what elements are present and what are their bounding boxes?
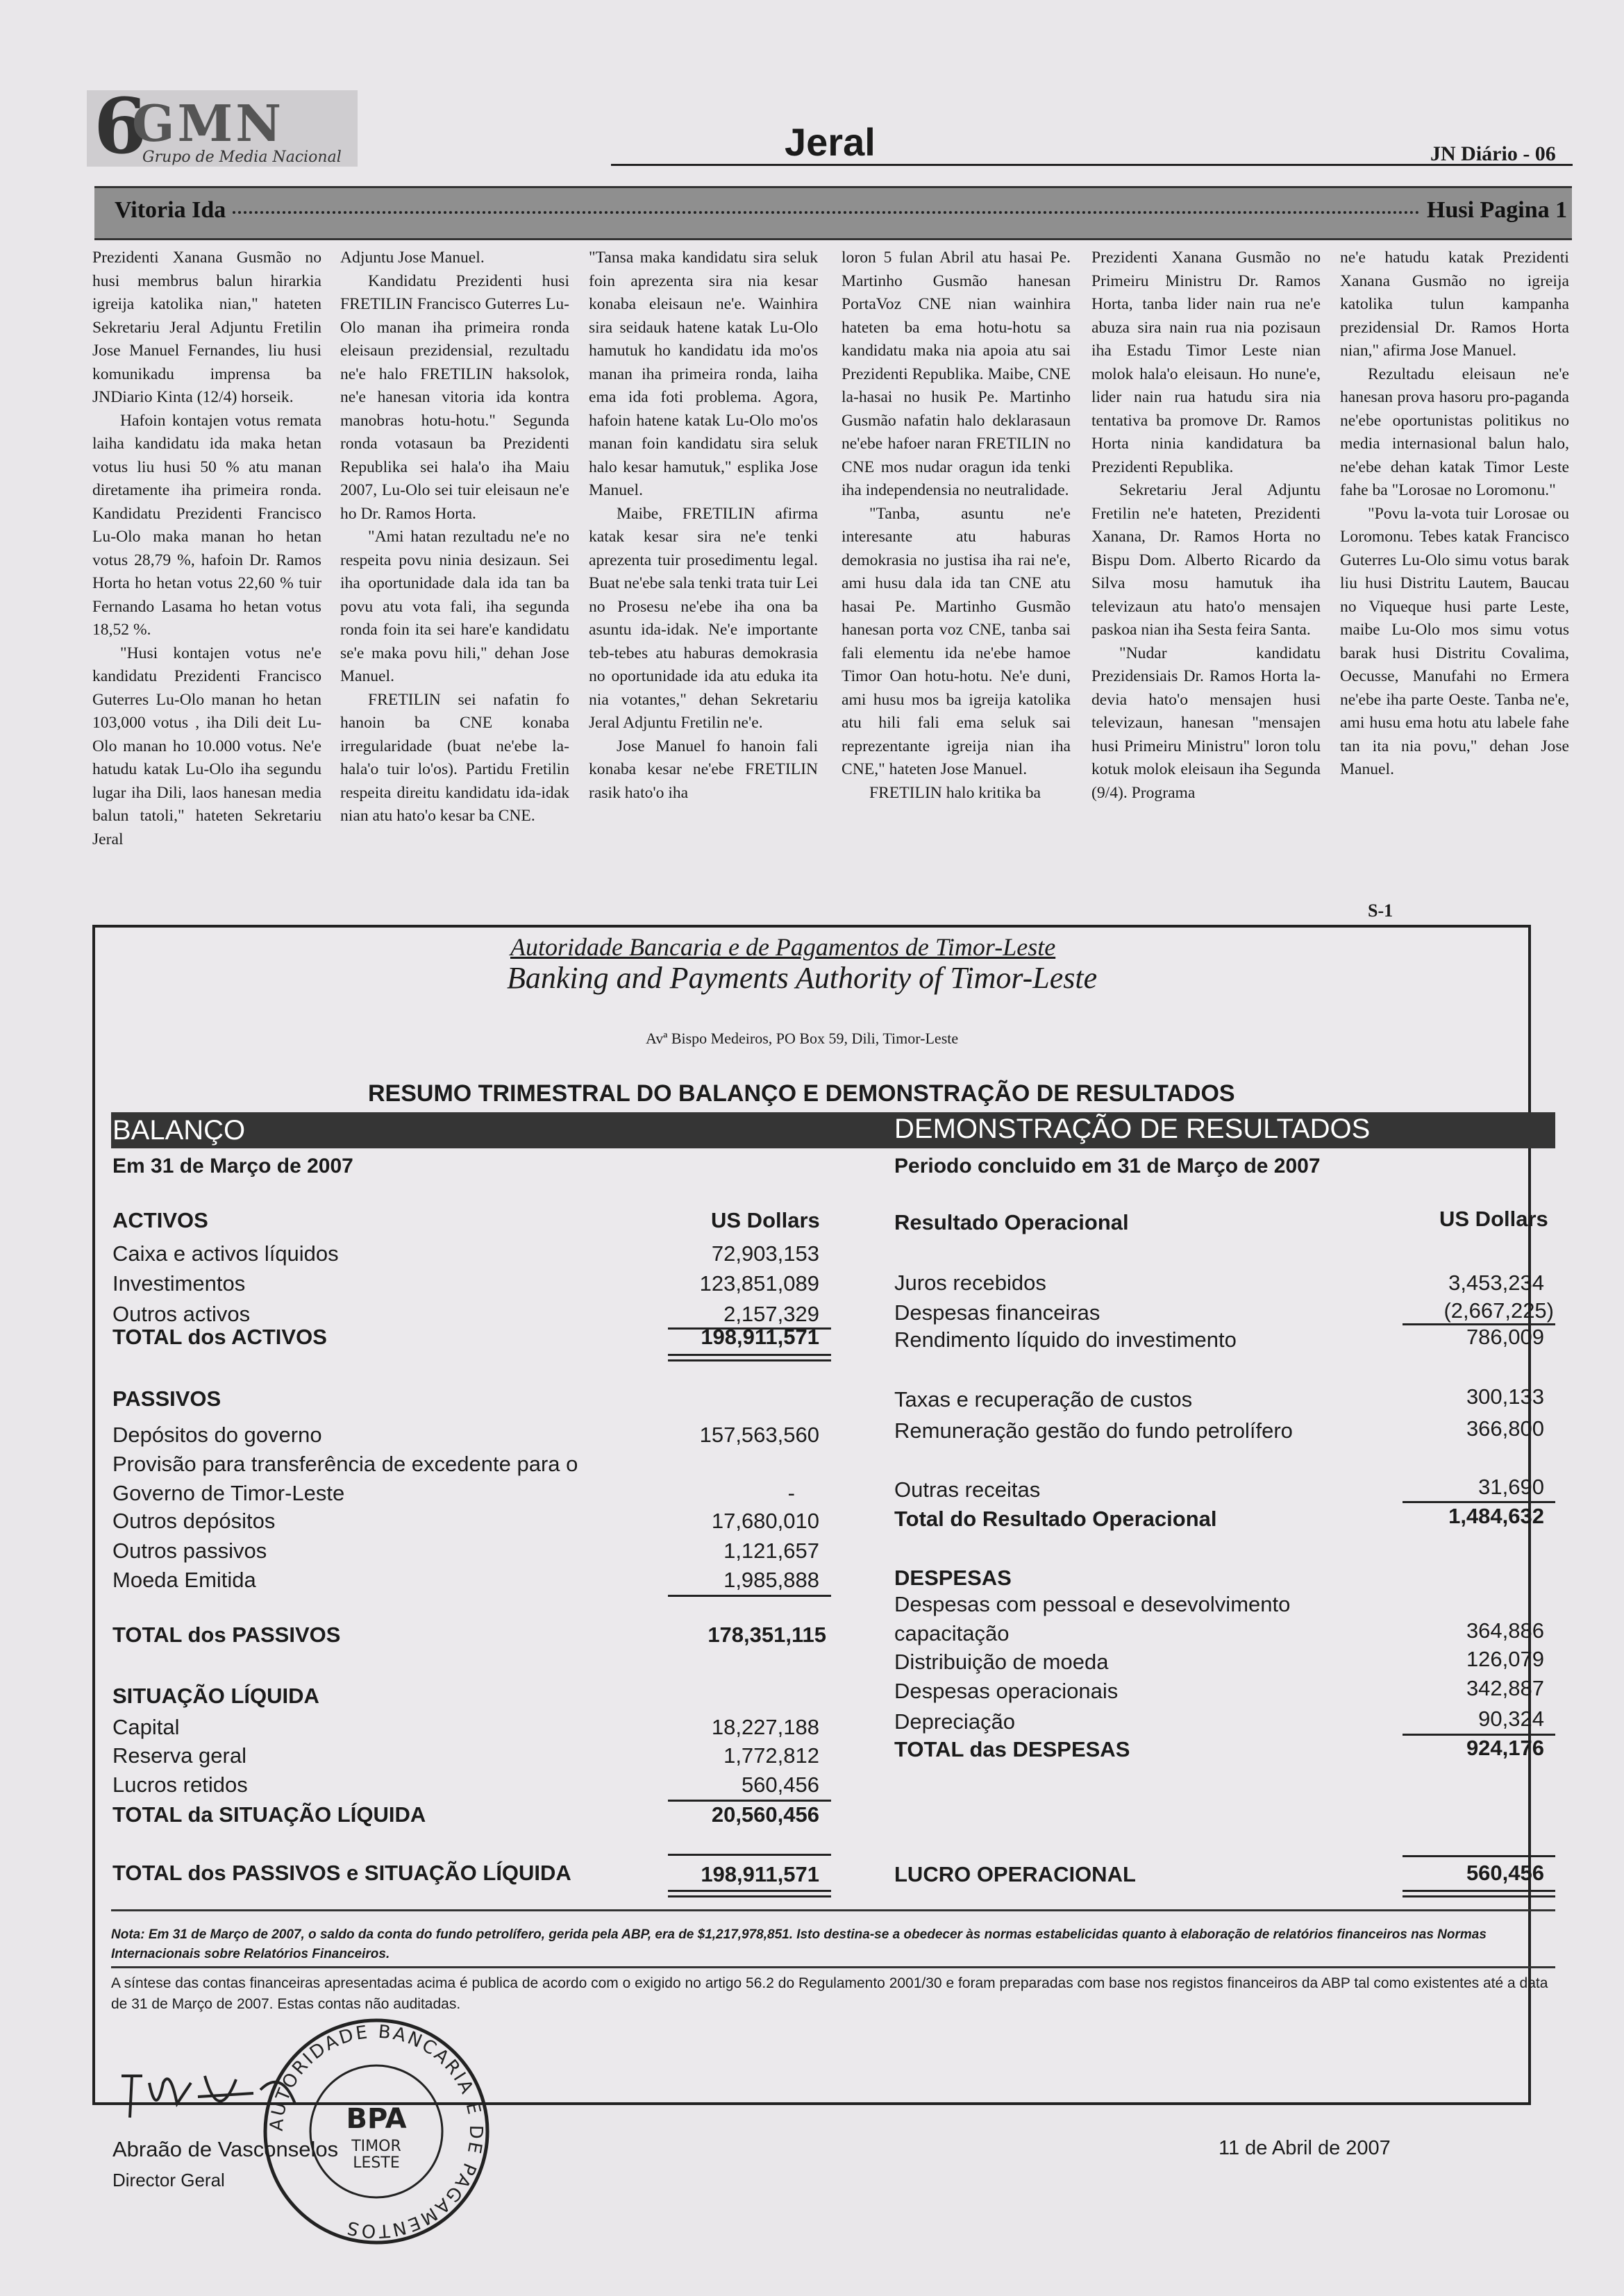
signer-name: Abraão de Vasconselos bbox=[112, 2137, 339, 2161]
outros-depositos-label: Outros depósitos bbox=[112, 1509, 276, 1533]
total-passivos-situacao-label: TOTAL dos PASSIVOS e SITUAÇÃO LÍQUIDA bbox=[112, 1861, 571, 1885]
article-paragraph: "Husi kontajen votus ne'e kandidatu Prezidenti Francisco Guterres Lu-Olo manan ho hetan 103,000 votus , iha Dili deit Lu-Olo manan ho 10.000 votus. Ne'e hatudu katak Lu-Olo iha segundu lugar iha Dili, laos hanesan media balun tatoli," hateten Sekretariu Jeral bbox=[92, 644, 321, 848]
taxas-label: Taxas e recuperação de custos bbox=[894, 1387, 1193, 1411]
article-column-5 bbox=[1091, 246, 1321, 805]
pessoal-label-1: Despesas com pessoal e desevolvimento bbox=[894, 1592, 1291, 1616]
provisao-label-1: Provisão para transferência de excedente para o bbox=[112, 1452, 578, 1476]
lucro-label: LUCRO OPERACIONAL bbox=[894, 1862, 1136, 1886]
article-paragraph: "Nudar kandidatu Prezidensiais Dr. Ramos Horta la-devia hato'o mensajen husi televizaun, hanesan "mensajen husi Primeiru Ministru" loron tolu kotuk molok eleisaun iha Segunda (9/4). Programa bbox=[1091, 644, 1321, 802]
svg-text:LESTE: LESTE bbox=[353, 2154, 400, 2172]
outros-passivos-value: 1,121,657 bbox=[723, 1539, 819, 1563]
svg-text:GMN: GMN bbox=[132, 94, 284, 153]
article-column-3 bbox=[589, 246, 818, 805]
rule bbox=[668, 1854, 831, 1856]
article-paragraph: Prezidenti Xanana Gusmão no Primeiru Ministru Dr. Ramos Horta, tanba lider nain rua ne'e abuza sira nain rua nia pozisaun iha Estadu Timor Leste nian molok hala'o eleisaun. Ho nune'e, lider nain rua hatudu sira nia tentativa ba promove Dr. Ramos Horta ninia kandidatura ba Prezidenti Republika. bbox=[1091, 249, 1321, 476]
reserva-value: 1,772,812 bbox=[723, 1743, 819, 1768]
total-resultado-label: Total do Resultado Operacional bbox=[894, 1507, 1217, 1531]
despesas-financeiras-value: (2,667,225) bbox=[1443, 1298, 1554, 1323]
outros-passivos-label: Outros passivos bbox=[112, 1539, 267, 1563]
note-top-rule bbox=[111, 1909, 1555, 1911]
despesas-financeiras-label: Despesas financeiras bbox=[894, 1300, 1100, 1325]
investimentos-label: Investimentos bbox=[112, 1271, 246, 1296]
rule bbox=[668, 1359, 831, 1361]
total-passivos-label: TOTAL dos PASSIVOS bbox=[112, 1623, 341, 1647]
pessoal-value: 364,886 bbox=[1466, 1618, 1544, 1643]
total-despesas-value: 924,176 bbox=[1466, 1736, 1544, 1760]
caixa-label: Caixa e activos líquidos bbox=[112, 1241, 339, 1266]
banner-continued-title: Vitoria Ida bbox=[115, 197, 226, 223]
investimentos-value: 123,851,089 bbox=[699, 1271, 819, 1296]
svg-text:AUTORIDADE BANCARIA E DE PAGAM: AUTORIDADE BANCARIA E DE PAGAMENTOS bbox=[266, 2021, 487, 2242]
signer-role: Director Geral bbox=[112, 2170, 225, 2190]
banner-dots bbox=[233, 211, 1420, 214]
article-paragraph: FRETILIN halo kritika ba bbox=[869, 783, 1041, 802]
lucros-value: 560,456 bbox=[741, 1773, 819, 1797]
banner-continued-from: Husi Pagina 1 bbox=[1427, 197, 1568, 223]
outras-receitas-value: 31,690 bbox=[1478, 1475, 1544, 1499]
provisao-value: - bbox=[787, 1481, 795, 1505]
moeda-emitida-value: 1,985,888 bbox=[723, 1568, 819, 1592]
depreciacao-value: 90,324 bbox=[1478, 1707, 1544, 1731]
rule bbox=[1403, 1895, 1555, 1897]
rule bbox=[668, 1354, 831, 1356]
total-activos-label: TOTAL dos ACTIVOS bbox=[112, 1325, 327, 1349]
outros-activos-value: 2,157,329 bbox=[723, 1302, 819, 1326]
article-paragraph: Kandidatu Prezidenti husi FRETILIN Francisco Guterres Lu-Olo manan iha primeira ronda eleisaun prezidensial, rezultadu ne'e halo FRETILIN haksolok, ne'e hanesan vitoria ida kontra manobras hotu-hotu." Segunda ronda votasaun ba Prezidenti Republika sei hala'o iha Maiu 2007, Lu-Olo sei tuir eleisaun ne'e ho Dr. Ramos Horta. bbox=[340, 271, 569, 523]
statement-sintese: A síntese das contas financeiras apresentadas acima é publica de acordo com o exigido no artigo 56.2 do Regulamento 2001/30 e foram preparadas com base nos registos financeiros da ABP tal como existentes até a data de 31 de Março de 2007. Estas contas não auditadas. bbox=[111, 1975, 1548, 2012]
article-paragraph: Rezultadu eleisaun ne'e hanesan prova hasoru pro-paganda ne'ebe oportunistas politikus no media internasional balun halo, ne'ebe dehan katak Timor Leste fahe ba "Lorosae no Loromonu." bbox=[1340, 364, 1569, 499]
rule bbox=[1403, 1501, 1555, 1503]
activos-heading: ACTIVOS bbox=[112, 1208, 208, 1232]
outros-depositos-value: 17,680,010 bbox=[711, 1509, 819, 1533]
juros-label: Juros recebidos bbox=[894, 1271, 1046, 1295]
passivos-heading: PASSIVOS bbox=[112, 1386, 221, 1411]
article-paragraph: "Tanba, asuntu ne'e interesante atu haburas demokrasia no justisa iha rai ne'e, ami husu dala ida tan CNE atu hasai Pe. Martinho Gusmão hanesan porta voz CNE, tanba sai fali elementu ida ne'ebe hamoe Timor Oan hotu-hotu. Ne'e duni, ami husu mos ba igreija katolika atu hili fali ema seluk sai reprezentante igreija nian iha CNE," hateten Jose Manuel. bbox=[842, 504, 1071, 778]
provisao-label-2: Governo de Timor-Leste bbox=[112, 1481, 345, 1505]
balance-heading: BALANÇO bbox=[112, 1115, 246, 1146]
total-passivos-value: 178,351,115 bbox=[708, 1623, 826, 1647]
article-paragraph: Hafoin kontajen votus remata laiha kandidatu ida maka hetan votus liu husi 50 % atu manan diretamente iha primeira ronda. Kandidatu Prezidenti Francisco Lu-Olo maka manan ho hetan votus 28,79 %, hafoin Dr. Ramos Horta ho hetan votus 22,60 % tuir Fernando Lasama ho hetan votus 18,52 %. bbox=[92, 411, 321, 639]
total-resultado-value: 1,484,632 bbox=[1448, 1504, 1544, 1528]
rule bbox=[668, 1890, 831, 1892]
remuneracao-value: 366,800 bbox=[1466, 1416, 1544, 1441]
authority-address: Avª Bispo Medeiros, PO Box 59, Dili, Timor-Leste bbox=[646, 1030, 959, 1047]
article-paragraph: "Ami hatan rezultadu ne'e no respeita povu ninia desizaun. Sei iha oportunidade dala ida tan ba povu atu vota fali, iha segunda ronda foin ita sei hare'e kandidatu se'e maka povu hili," dehan Jose Manuel. bbox=[340, 528, 569, 685]
operacionais-value: 342,887 bbox=[1466, 1676, 1544, 1700]
rendimento-label: Rendimento líquido do investimento bbox=[894, 1327, 1237, 1352]
rule bbox=[668, 1800, 831, 1802]
svg-text:6: 6 bbox=[94, 87, 147, 170]
outras-receitas-label: Outras receitas bbox=[894, 1477, 1041, 1502]
svg-text:BPA: BPA bbox=[346, 2103, 407, 2135]
juros-value: 3,453,234 bbox=[1448, 1271, 1544, 1295]
total-passivos-situacao-value: 198,911,571 bbox=[701, 1862, 819, 1886]
article-paragraph: FRETILIN sei nafatin fo hanoin ba CNE konaba irregularidade (buat ne'ebe la-hala'o tuir lo'os). Partidu Fretilin respeita direitu kandidatu ida-idak nian atu hato'o kesar ba CNE. bbox=[340, 690, 569, 825]
article-paragraph: Jose Manuel fo hanoin fali konaba kesar ne'ebe FRETILIN rasik hato'o iha bbox=[589, 737, 818, 802]
resultado-heading: Resultado Operacional bbox=[894, 1210, 1129, 1234]
results-period: Periodo concluido em 31 de Março de 2007 bbox=[894, 1155, 1321, 1178]
svg-text:Grupo de Media Nacional: Grupo de Media Nacional bbox=[142, 149, 342, 166]
article-column-6 bbox=[1340, 246, 1569, 782]
article-paragraph: "Tansa maka kandidatu sira seluk foin aprezenta sira nia kesar konaba eleisaun ne'e. Wainhira sira seidauk hatene katak Lu-Olo hamutuk ho kandidatu ida mo'os manan iha primeira ronda, laiha ema ida foti problema. Agora, hafoin hatene katak Lu-Olo mo'os manan foin kandidatu sira seluk halo kesar hamutuk," esplika Jose Manuel. bbox=[589, 249, 818, 499]
total-despesas-label: TOTAL das DESPESAS bbox=[894, 1737, 1130, 1761]
gmn-logo bbox=[87, 87, 358, 170]
article-paragraph: Prezidenti Xanana Gusmão no husi membrus balun hirarkia igreija katolika nian," hateten Sekretariu Jeral Adjuntu Fretilin Jose Manuel Fernandes, liu husi komunikadu imprensa ba JNDiario Kinta (12/4) horseik. bbox=[92, 249, 321, 406]
header-rule bbox=[611, 164, 1573, 166]
article-column-4 bbox=[842, 246, 1071, 805]
reserva-label: Reserva geral bbox=[112, 1743, 246, 1768]
caixa-value: 72,903,153 bbox=[711, 1241, 819, 1266]
operacionais-label: Despesas operacionais bbox=[894, 1679, 1119, 1703]
depositos-governo-value: 157,563,560 bbox=[699, 1423, 819, 1447]
lucro-value: 560,456 bbox=[1466, 1861, 1544, 1885]
capital-label: Capital bbox=[112, 1715, 180, 1739]
total-situacao-value: 20,560,456 bbox=[711, 1802, 819, 1827]
rule bbox=[1403, 1890, 1555, 1892]
depositos-governo-label: Depósitos do governo bbox=[112, 1423, 322, 1447]
distribuicao-label: Distribuição de moeda bbox=[894, 1650, 1109, 1674]
note-bottom-rule bbox=[111, 1966, 1555, 1968]
statement-title: RESUMO TRIMESTRAL DO BALANÇO E DEMONSTRAÇÃO DE RESULTADOS bbox=[368, 1080, 1235, 1107]
taxas-value: 300,133 bbox=[1466, 1384, 1544, 1409]
authority-title-pt: Autoridade Bancaria e de Pagamentos de Timor-Leste bbox=[510, 933, 1056, 961]
results-currency: US Dollars bbox=[1439, 1207, 1548, 1231]
article-column-1 bbox=[92, 246, 321, 851]
section-title: Jeral bbox=[785, 120, 876, 164]
article-end-mark: S-1 bbox=[1368, 900, 1393, 921]
distribuicao-value: 126,079 bbox=[1466, 1647, 1544, 1671]
article-column-2 bbox=[340, 246, 569, 828]
balance-currency: US Dollars bbox=[711, 1208, 820, 1232]
total-situacao-label: TOTAL da SITUAÇÃO LÍQUIDA bbox=[112, 1802, 426, 1827]
bpa-seal bbox=[258, 2013, 494, 2249]
rule bbox=[1403, 1855, 1555, 1857]
article-paragraph: Sekretariu Jeral Adjuntu Fretilin ne'e hateten, Prezidenti Xanana, Dr. Ramos Horta no Bispu Dom. Alberto Ricardo da Silva mosu hamutuk iha televizaun atu hato'o mensajen paskoa nian iha Sesta feira Santa. bbox=[1091, 481, 1321, 639]
article-paragraph: Adjuntu Jose Manuel. bbox=[340, 249, 485, 267]
article-paragraph: "Povu la-vota tuir Lorosae ou Loromonu. Tebes katak Francisco Guterres Lu-Olo simu votus barak liu husi Distritu Lautem, Baucau no Viqueque husi parte Leste, maibe Lu-Olo mos simu votus barak husi Distritu Covalima, Oecusse, Manufahi no Ermera ne'ebe iha parte Oeste. Tanba ne'e, ami husu ema hotu atu labele fahe tan ita nia povu," dehan Jose Manuel. bbox=[1340, 504, 1569, 778]
outros-activos-label: Outros activos bbox=[112, 1302, 251, 1326]
statement-date: 11 de Abril de 2007 bbox=[1219, 2137, 1391, 2159]
pessoal-label-2: capacitação bbox=[894, 1621, 1010, 1645]
total-activos-value: 198,911,571 bbox=[701, 1325, 819, 1349]
remuneracao-label: Remuneração gestão do fundo petrolífero bbox=[894, 1418, 1293, 1443]
moeda-emitida-label: Moeda Emitida bbox=[112, 1568, 256, 1592]
article-paragraph: Maibe, FRETILIN afirma katak kesar sira ne'e tenki aprezenta tuir prosedimentu legal. Buat ne'ebe sala tenki trata tuir Lei no Prosesu ne'ebe iha ona ba asuntu ida-idak. Ne'e importante teb-tebes atu haburas demokrasia no oportunidade ida atu eduka ita nia votantes," dehan Sekretariu Jeral Adjuntu Fretilin ne'e. bbox=[589, 504, 818, 732]
despesas-heading: DESPESAS bbox=[894, 1566, 1012, 1590]
situacao-heading: SITUAÇÃO LÍQUIDA bbox=[112, 1684, 319, 1708]
rendimento-value: 786,009 bbox=[1466, 1325, 1544, 1349]
authority-title-en: Banking and Payments Authority of Timor-Leste bbox=[507, 961, 1098, 995]
rule bbox=[668, 1595, 831, 1597]
results-heading: DEMONSTRAÇÃO DE RESULTADOS bbox=[894, 1114, 1371, 1144]
article-paragraph: loron 5 fulan Abril atu hasai Pe. Martinho Gusmão hanesan PortaVoz CNE nian wainhira hateten ba ema hotu-hotu sa kandidatu maka nia apoia atu sai Prezidenti Republika. Maibe, CNE la-hasai no husik Pe. Martinho Gusmão nafatin halo deklarasaun ne'ebe hafoer naran FRETILIN no CNE mos nudar oragun ida tenki iha independensia no neutralidade. bbox=[842, 249, 1071, 499]
balance-date: Em 31 de Março de 2007 bbox=[112, 1155, 353, 1178]
rule bbox=[668, 1895, 831, 1897]
depreciacao-label: Depreciação bbox=[894, 1709, 1016, 1734]
lucros-label: Lucros retidos bbox=[112, 1773, 248, 1797]
page-label: JN Diário - 06 bbox=[1430, 142, 1556, 165]
statement-note: Nota: Em 31 de Março de 2007, o saldo da conta do fundo petrolífero, gerida pela ABP, era de $1,217,978,851. Isto destina-se a obedecer às normas estabelicidas quanto à elaboração de relatórios financeiros nas Normas Internacionais sobre Relatórios Financeiros. bbox=[111, 1927, 1487, 1961]
capital-value: 18,227,188 bbox=[711, 1715, 819, 1739]
svg-text:TIMOR: TIMOR bbox=[351, 2138, 401, 2155]
article-paragraph: ne'e hatudu katak Prezidenti Xanana Gusmão no igreija katolika tulun kampanha prezidensial Dr. Ramos Horta nian," afirma Jose Manuel. bbox=[1340, 249, 1569, 360]
